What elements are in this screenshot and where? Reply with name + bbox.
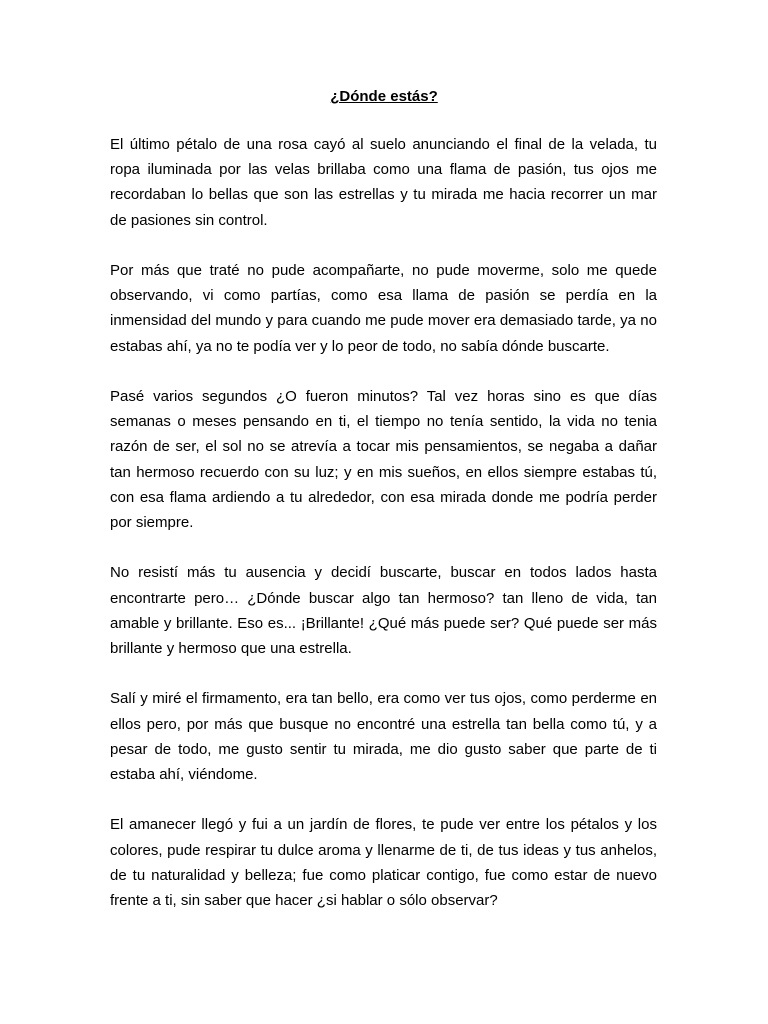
paragraph-4: No resistí más tu ausencia y decidí buscarte, buscar en todos lados hasta encontrarte pero… ¿Dónde buscar algo tan hermoso? tan lleno de vida, tan amable y brillante. Eso es... ¡Brillante! ¿Qué más puede ser? Qué puede ser más brillante y hermoso que una estrella. xyxy=(110,564,657,658)
document-title: ¿Dónde estás? xyxy=(330,88,438,105)
paragraph-1: El último pétalo de una rosa cayó al suelo anunciando el final de la velada, tu ropa iluminada por las velas brillaba como una flama de pasión, tus ojos me recordaban lo bellas que son las estrellas y tu mirada me hacia recorrer un mar de pasiones sin control. xyxy=(110,136,657,229)
paragraph-5: Salí y miré el firmamento, era tan bello, era como ver tus ojos, como perderme en ellos pero, por más que busque no encontré una estrella tan bella como tú, y a pesar de todo, me gusto sentir tu mirada, me dio gusto saber que parte de ti estaba ahí, viéndome. xyxy=(110,690,657,784)
paragraph-2: Por más que traté no pude acompañarte, no pude moverme, solo me quede observando, vi como partías, como esa llama de pasión se perdía en la inmensidad del mundo y para cuando me pude mover era demasiado tarde, ya no estabas ahí, ya no te podía ver y lo peor de todo, no sabía dónde buscarte. xyxy=(110,262,657,355)
document-body xyxy=(110,132,657,938)
paragraph-3: Pasé varios segundos ¿O fueron minutos? Tal vez horas sino es que días semanas o meses pensando en ti, el tiempo no tenía sentido, la vida no tenia razón de ser, el sol no se atrevía a tocar mis pensamientos, se negaba a dañar tan hermoso recuerdo con su luz; y en mis sueños, en ellos siempre estabas tú, con esa flama ardiendo a tu alrededor, con esa mirada donde me podría perder por siempre. xyxy=(110,388,657,532)
paragraph-6: El amanecer llegó y fui a un jardín de flores, te pude ver entre los pétalos y los colores, pude respirar tu dulce aroma y llenarme de ti, de tus ideas y tus anhelos, de tu naturalidad y belleza; fue como platicar contigo, fue como estar de nuevo frente a ti, sin saber que hacer ¿si hablar o sólo observar? xyxy=(110,816,657,910)
